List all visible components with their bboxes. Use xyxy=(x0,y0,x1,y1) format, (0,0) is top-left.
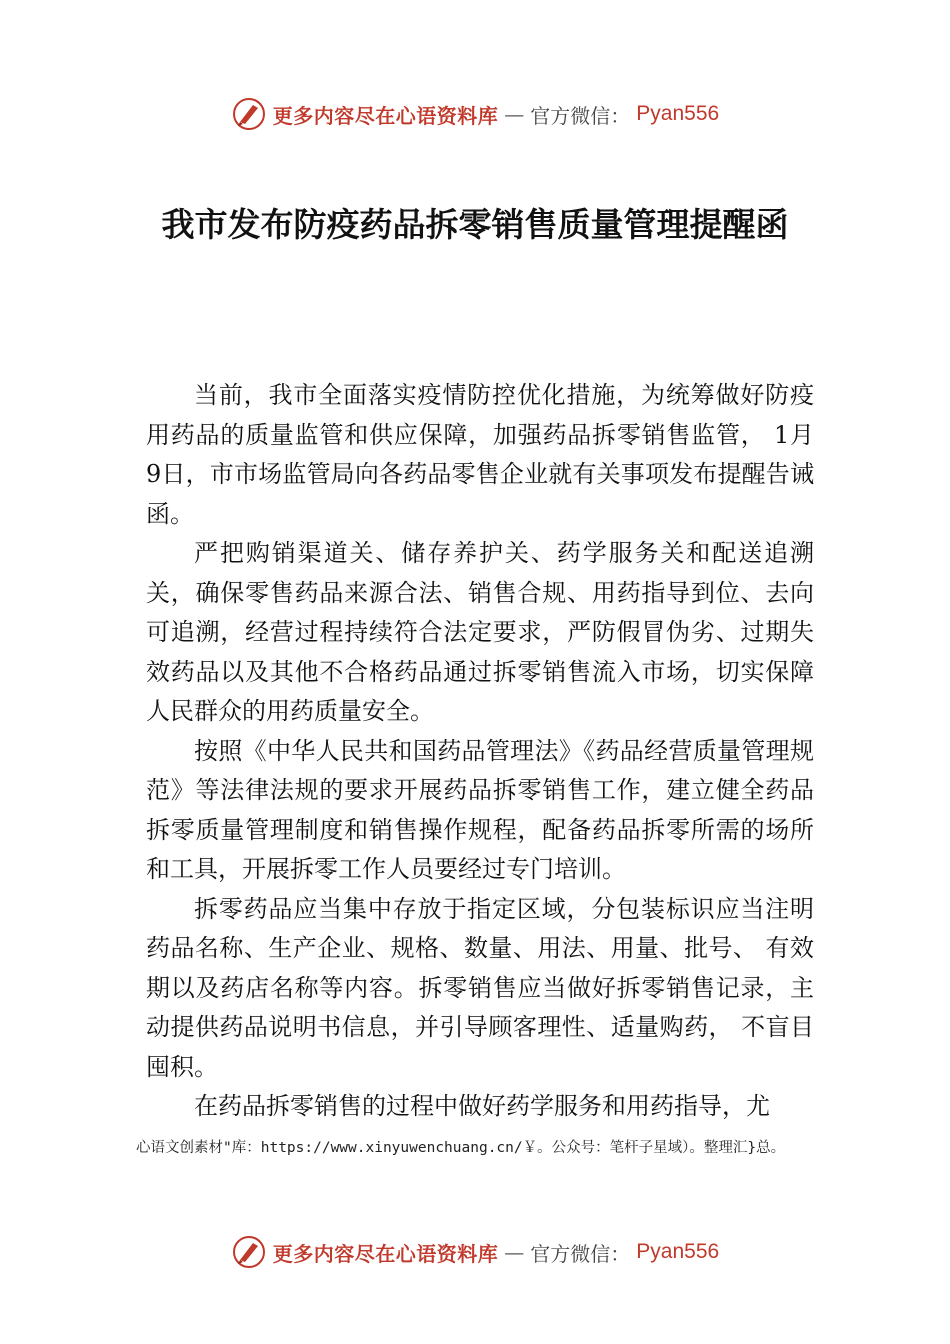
paragraph: 在药品拆零销售的过程中做好药学服务和用药指导，尤 xyxy=(194,1092,770,1120)
footer-banner xyxy=(0,1232,950,1272)
paragraph: 严把购销渠道关、储存养护关、药学服务关和配送追溯关，确保零售药品来源合法、销售合规、用药指导到位、去向可追溯，经营过程持续符合法定要求，严防假冒伪劣、过期失效药品以及其他不合格药品通过拆零销售流入市场，切实保障人民群众的用药质量安全。 xyxy=(146,539,814,725)
quill-pen-icon xyxy=(231,96,267,132)
paragraph: 当前，我市全面落实疫情防控优化措施，为统筹做好防疫用药品的质量监管和供应保障，加强药品拆零销售监管， 1月 9日，市市场监管局向各药品零售企业就有关事项发布提醒告诫函。 xyxy=(146,381,814,528)
header-banner xyxy=(0,94,950,134)
quill-pen-icon xyxy=(231,1234,267,1270)
banner-text: 更多内容尽在心语资料库 xyxy=(272,103,499,128)
wechat-id: Pyan556 xyxy=(636,1240,720,1263)
document-title: 我市发布防疫药品拆零销售质量管理提醒函 xyxy=(161,205,789,244)
banner-text: 更多内容尽在心语资料库 xyxy=(272,1241,499,1266)
banner-separator: — xyxy=(504,102,525,126)
document-body xyxy=(146,376,814,1127)
banner-separator: — xyxy=(504,1240,525,1264)
source-footnote: 心语文创素材"库：https://www.xinyuwenchuang.cn/￥。公众号：笔杆子星域）。整理汇}总。 xyxy=(136,1140,786,1156)
wechat-id: Pyan556 xyxy=(636,102,720,125)
wechat-label: 官方微信： xyxy=(530,103,631,128)
paragraph: 拆零药品应当集中存放于指定区域，分包装标识应当注明药品名称、生产企业、规格、数量、用法、用量、批号、 有效期以及药店名称等内容。拆零销售应当做好拆零销售记录，主动提供药品说明书信息，并引导顾客理性、适量购药， 不盲目囤积。 xyxy=(146,894,814,1081)
wechat-label: 官方微信： xyxy=(530,1241,631,1266)
paragraph: 按照《中华人民共和国药品管理法》《药品经营质量管理规范》等法律法规的要求开展药品拆零销售工作，建立健全药品拆零质量管理制度和销售操作规程，配备药品拆零所需的场所和工具，开展拆零工作人员要经过专门培训。 xyxy=(146,736,814,883)
